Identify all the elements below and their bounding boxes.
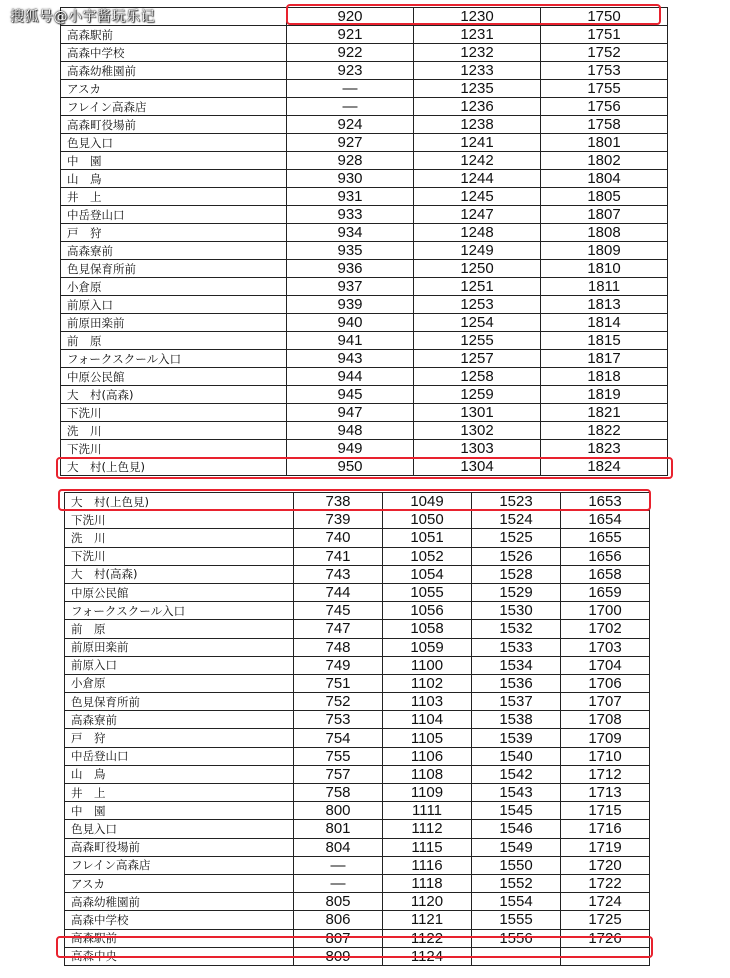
- time-cell: 1255: [414, 332, 541, 350]
- time-cell: 1653: [561, 493, 650, 511]
- time-cell: 1656: [561, 547, 650, 565]
- time-cell: 1235: [414, 80, 541, 98]
- stop-name-cell: 色見入口: [61, 134, 287, 152]
- time-cell: 1116: [383, 856, 472, 874]
- time-cell: —: [472, 947, 561, 965]
- time-cell: 754: [294, 729, 383, 747]
- time-cell: 1724: [561, 893, 650, 911]
- table-row: [65, 893, 650, 911]
- time-cell: 738: [294, 493, 383, 511]
- time-cell: 1715: [561, 802, 650, 820]
- time-cell: 1823: [541, 440, 668, 458]
- time-cell: 1523: [472, 493, 561, 511]
- time-cell: 1232: [414, 44, 541, 62]
- time-cell: 1058: [383, 620, 472, 638]
- table-row: [65, 693, 650, 711]
- table-row: [65, 602, 650, 620]
- time-cell: 1303: [414, 440, 541, 458]
- stop-name-cell: 高森寮前: [61, 242, 287, 260]
- table-row: [65, 711, 650, 729]
- stop-name-cell: 中原公民館: [65, 583, 294, 601]
- time-cell: 1706: [561, 674, 650, 692]
- time-cell: 944: [287, 368, 414, 386]
- stop-name-cell: 高森中央: [65, 947, 294, 965]
- time-cell: 1755: [541, 80, 668, 98]
- stop-name-cell: 中 園: [65, 802, 294, 820]
- time-cell: 1545: [472, 802, 561, 820]
- time-cell: 1805: [541, 188, 668, 206]
- stop-name-cell: 洗 川: [61, 422, 287, 440]
- time-cell: 1244: [414, 170, 541, 188]
- table-row: [65, 929, 650, 947]
- table-row: [61, 458, 668, 476]
- time-cell: 1658: [561, 565, 650, 583]
- time-cell: 1703: [561, 638, 650, 656]
- time-cell: 806: [294, 911, 383, 929]
- table-row: [61, 62, 668, 80]
- time-cell: 949: [287, 440, 414, 458]
- stop-name-cell: 小倉原: [61, 278, 287, 296]
- time-cell: 1301: [414, 404, 541, 422]
- time-cell: 1720: [561, 856, 650, 874]
- timetable-top: [60, 7, 668, 476]
- time-cell: 1726: [561, 929, 650, 947]
- time-cell: 941: [287, 332, 414, 350]
- time-cell: 757: [294, 765, 383, 783]
- time-cell: 1112: [383, 820, 472, 838]
- time-cell: 1813: [541, 296, 668, 314]
- time-cell: 1526: [472, 547, 561, 565]
- time-cell: 945: [287, 386, 414, 404]
- time-cell: 1655: [561, 529, 650, 547]
- stop-name-cell: 色見保育所前: [65, 693, 294, 711]
- time-cell: —: [287, 98, 414, 116]
- time-cell: 1052: [383, 547, 472, 565]
- time-cell: 1259: [414, 386, 541, 404]
- stop-name-cell: 前 原: [61, 332, 287, 350]
- time-cell: 1106: [383, 747, 472, 765]
- stop-name-cell: 高森中学校: [65, 911, 294, 929]
- time-cell: 1304: [414, 458, 541, 476]
- time-cell: 1756: [541, 98, 668, 116]
- table-row: [65, 547, 650, 565]
- time-cell: 1249: [414, 242, 541, 260]
- time-cell: 1525: [472, 529, 561, 547]
- time-cell: 1716: [561, 820, 650, 838]
- time-cell: 1257: [414, 350, 541, 368]
- stop-name-cell: 高森幼稚園前: [61, 62, 287, 80]
- time-cell: 1253: [414, 296, 541, 314]
- time-cell: 752: [294, 693, 383, 711]
- time-cell: 1233: [414, 62, 541, 80]
- table-row: [61, 242, 668, 260]
- stop-name-cell: フォークスクール入口: [61, 350, 287, 368]
- time-cell: 1654: [561, 511, 650, 529]
- stop-name-cell: 戸 狩: [65, 729, 294, 747]
- time-cell: 1122: [383, 929, 472, 947]
- stop-name-cell: 下洗川: [65, 547, 294, 565]
- time-cell: 1055: [383, 583, 472, 601]
- time-cell: 751: [294, 674, 383, 692]
- time-cell: 1810: [541, 260, 668, 278]
- stop-name-cell: 山 鳥: [61, 170, 287, 188]
- time-cell: 928: [287, 152, 414, 170]
- time-cell: 1801: [541, 134, 668, 152]
- time-cell: 1710: [561, 747, 650, 765]
- table-row: [61, 314, 668, 332]
- time-cell: 947: [287, 404, 414, 422]
- time-cell: 1532: [472, 620, 561, 638]
- time-cell: 1100: [383, 656, 472, 674]
- time-cell: 1250: [414, 260, 541, 278]
- time-cell: 1807: [541, 206, 668, 224]
- time-cell: 1539: [472, 729, 561, 747]
- time-cell: 1555: [472, 911, 561, 929]
- time-cell: 1814: [541, 314, 668, 332]
- table-row: [61, 332, 668, 350]
- time-cell: 804: [294, 838, 383, 856]
- time-cell: 1725: [561, 911, 650, 929]
- time-cell: 1109: [383, 784, 472, 802]
- stop-name-cell: 色見保育所前: [61, 260, 287, 278]
- table-row: [65, 765, 650, 783]
- table-row: [65, 674, 650, 692]
- table-row: [61, 170, 668, 188]
- stop-name-cell: 小倉原: [65, 674, 294, 692]
- time-cell: 748: [294, 638, 383, 656]
- time-cell: 749: [294, 656, 383, 674]
- time-cell: 1302: [414, 422, 541, 440]
- timetable-bottom-body: [65, 493, 650, 966]
- time-cell: 747: [294, 620, 383, 638]
- stop-name-cell: 中 園: [61, 152, 287, 170]
- stop-name-cell: 大 村(高森): [65, 565, 294, 583]
- stop-name-cell: 大 村(上色見): [61, 458, 287, 476]
- time-cell: 921: [287, 26, 414, 44]
- time-cell: 1241: [414, 134, 541, 152]
- time-cell: 1554: [472, 893, 561, 911]
- time-cell: 933: [287, 206, 414, 224]
- time-cell: 1242: [414, 152, 541, 170]
- table-row: [65, 565, 650, 583]
- time-cell: 936: [287, 260, 414, 278]
- time-cell: 1111: [383, 802, 472, 820]
- time-cell: 1543: [472, 784, 561, 802]
- table-row: [61, 404, 668, 422]
- time-cell: 1704: [561, 656, 650, 674]
- time-cell: —: [294, 874, 383, 892]
- table-row: [61, 188, 668, 206]
- stop-name-cell: 高森町役場前: [61, 116, 287, 134]
- time-cell: 940: [287, 314, 414, 332]
- stop-name-cell: 戸 狩: [61, 224, 287, 242]
- time-cell: 1230: [414, 8, 541, 26]
- time-cell: 1247: [414, 206, 541, 224]
- table-row: [61, 98, 668, 116]
- stop-name-cell: 前原入口: [65, 656, 294, 674]
- time-cell: 1707: [561, 693, 650, 711]
- time-cell: —: [294, 856, 383, 874]
- table-row: [65, 656, 650, 674]
- time-cell: 937: [287, 278, 414, 296]
- table-row: [61, 206, 668, 224]
- stop-name-cell: 中岳登山口: [65, 747, 294, 765]
- time-cell: 1102: [383, 674, 472, 692]
- table-row: [65, 511, 650, 529]
- time-cell: 1713: [561, 784, 650, 802]
- table-row: [65, 911, 650, 929]
- stop-name-cell: フレイン高森店: [65, 856, 294, 874]
- stop-name-cell: 井 上: [61, 188, 287, 206]
- time-cell: 1702: [561, 620, 650, 638]
- time-cell: 1238: [414, 116, 541, 134]
- time-cell: 1051: [383, 529, 472, 547]
- time-cell: 1248: [414, 224, 541, 242]
- time-cell: 1709: [561, 729, 650, 747]
- time-cell: 1115: [383, 838, 472, 856]
- time-cell: 1124: [383, 947, 472, 965]
- stop-name-cell: 井 上: [65, 784, 294, 802]
- time-cell: 1059: [383, 638, 472, 656]
- time-cell: 1550: [472, 856, 561, 874]
- time-cell: —: [287, 80, 414, 98]
- time-cell: 1817: [541, 350, 668, 368]
- table-row: [65, 747, 650, 765]
- time-cell: 1530: [472, 602, 561, 620]
- time-cell: 1751: [541, 26, 668, 44]
- time-cell: 741: [294, 547, 383, 565]
- stop-name-cell: アスカ: [61, 80, 287, 98]
- time-cell: 744: [294, 583, 383, 601]
- time-cell: 1538: [472, 711, 561, 729]
- time-cell: 939: [287, 296, 414, 314]
- table-row: [61, 116, 668, 134]
- table-row: [61, 134, 668, 152]
- table-row: [65, 583, 650, 601]
- time-cell: 745: [294, 602, 383, 620]
- table-row: [61, 350, 668, 368]
- time-cell: 739: [294, 511, 383, 529]
- table-row: [61, 26, 668, 44]
- time-cell: 934: [287, 224, 414, 242]
- time-cell: 805: [294, 893, 383, 911]
- table-row: [65, 838, 650, 856]
- stop-name-cell: 色見入口: [65, 820, 294, 838]
- time-cell: 1254: [414, 314, 541, 332]
- time-cell: 1231: [414, 26, 541, 44]
- time-cell: 1050: [383, 511, 472, 529]
- time-cell: 1802: [541, 152, 668, 170]
- time-cell: 920: [287, 8, 414, 26]
- stop-name-cell: フォークスクール入口: [65, 602, 294, 620]
- time-cell: 1245: [414, 188, 541, 206]
- time-cell: 1118: [383, 874, 472, 892]
- time-cell: 1251: [414, 278, 541, 296]
- time-cell: —: [561, 947, 650, 965]
- time-cell: 1536: [472, 674, 561, 692]
- stop-name-cell: アスカ: [65, 874, 294, 892]
- table-row: [61, 386, 668, 404]
- time-cell: 1549: [472, 838, 561, 856]
- time-cell: 931: [287, 188, 414, 206]
- time-cell: 935: [287, 242, 414, 260]
- time-cell: 801: [294, 820, 383, 838]
- table-row: [61, 44, 668, 62]
- time-cell: 1056: [383, 602, 472, 620]
- table-row: [65, 784, 650, 802]
- table-row: [61, 278, 668, 296]
- time-cell: 1750: [541, 8, 668, 26]
- timetable-bottom: [64, 492, 650, 966]
- time-cell: 943: [287, 350, 414, 368]
- table-row: [61, 368, 668, 386]
- stop-name-cell: 中原公民館: [61, 368, 287, 386]
- time-cell: 1054: [383, 565, 472, 583]
- table-row: [61, 224, 668, 242]
- table-row: [61, 152, 668, 170]
- time-cell: 1818: [541, 368, 668, 386]
- table-row: [61, 80, 668, 98]
- table-row: [65, 820, 650, 838]
- time-cell: 753: [294, 711, 383, 729]
- time-cell: 950: [287, 458, 414, 476]
- time-cell: 1534: [472, 656, 561, 674]
- time-cell: 1533: [472, 638, 561, 656]
- time-cell: 807: [294, 929, 383, 947]
- stop-name-cell: 洗 川: [65, 529, 294, 547]
- time-cell: 740: [294, 529, 383, 547]
- stop-name-cell: 高森中学校: [61, 44, 287, 62]
- table-row: [65, 802, 650, 820]
- table-row: [65, 947, 650, 965]
- time-cell: 1121: [383, 911, 472, 929]
- time-cell: 1753: [541, 62, 668, 80]
- stop-name-cell: 中岳登山口: [61, 206, 287, 224]
- table-row: [61, 422, 668, 440]
- watermark-text: 搜狐号@小宇酱玩乐记: [10, 9, 155, 25]
- time-cell: 1537: [472, 693, 561, 711]
- time-cell: 755: [294, 747, 383, 765]
- time-cell: 923: [287, 62, 414, 80]
- time-cell: 1552: [472, 874, 561, 892]
- time-cell: 922: [287, 44, 414, 62]
- time-cell: 1556: [472, 929, 561, 947]
- time-cell: 1524: [472, 511, 561, 529]
- stop-name-cell: 高森幼稚園前: [65, 893, 294, 911]
- time-cell: 1804: [541, 170, 668, 188]
- table-row: [65, 493, 650, 511]
- time-cell: 1540: [472, 747, 561, 765]
- time-cell: 924: [287, 116, 414, 134]
- table-row: [65, 529, 650, 547]
- stop-name-cell: 大 村(高森): [61, 386, 287, 404]
- time-cell: 1049: [383, 493, 472, 511]
- timetable-top-body: [61, 8, 668, 476]
- time-cell: 927: [287, 134, 414, 152]
- stop-name-cell: 高森駅前: [61, 26, 287, 44]
- time-cell: 1529: [472, 583, 561, 601]
- stop-name-cell: 前原入口: [61, 296, 287, 314]
- time-cell: 1105: [383, 729, 472, 747]
- time-cell: 1108: [383, 765, 472, 783]
- time-cell: 1722: [561, 874, 650, 892]
- time-cell: 1758: [541, 116, 668, 134]
- table-row: [61, 440, 668, 458]
- time-cell: 809: [294, 947, 383, 965]
- time-cell: 800: [294, 802, 383, 820]
- table-row: [65, 620, 650, 638]
- stop-name-cell: フレイン高森店: [61, 98, 287, 116]
- time-cell: 1546: [472, 820, 561, 838]
- table-row: [65, 874, 650, 892]
- time-cell: 1708: [561, 711, 650, 729]
- time-cell: 1811: [541, 278, 668, 296]
- stop-name-cell: 前 原: [65, 620, 294, 638]
- time-cell: 1822: [541, 422, 668, 440]
- time-cell: 1719: [561, 838, 650, 856]
- time-cell: 1712: [561, 765, 650, 783]
- time-cell: 948: [287, 422, 414, 440]
- time-cell: 930: [287, 170, 414, 188]
- time-cell: 743: [294, 565, 383, 583]
- table-row: [65, 856, 650, 874]
- time-cell: 1824: [541, 458, 668, 476]
- time-cell: 1104: [383, 711, 472, 729]
- time-cell: 1819: [541, 386, 668, 404]
- stop-name-cell: 前原田楽前: [65, 638, 294, 656]
- stop-name-cell: 高森寮前: [65, 711, 294, 729]
- time-cell: 1528: [472, 565, 561, 583]
- time-cell: 1809: [541, 242, 668, 260]
- table-row: [61, 296, 668, 314]
- stop-name-cell: 下洗川: [61, 404, 287, 422]
- time-cell: 1542: [472, 765, 561, 783]
- table-row: [65, 638, 650, 656]
- time-cell: 1821: [541, 404, 668, 422]
- time-cell: 1659: [561, 583, 650, 601]
- time-cell: 758: [294, 784, 383, 802]
- time-cell: 1815: [541, 332, 668, 350]
- stop-name-cell: 山 鳥: [65, 765, 294, 783]
- time-cell: 1236: [414, 98, 541, 116]
- time-cell: 1752: [541, 44, 668, 62]
- time-cell: 1808: [541, 224, 668, 242]
- stop-name-cell: 高森町役場前: [65, 838, 294, 856]
- stop-name-cell: 大 村(上色見): [65, 493, 294, 511]
- time-cell: 1120: [383, 893, 472, 911]
- time-cell: 1103: [383, 693, 472, 711]
- time-cell: 1258: [414, 368, 541, 386]
- stop-name-cell: 下洗川: [61, 440, 287, 458]
- stop-name-cell: 下洗川: [65, 511, 294, 529]
- table-row: [61, 260, 668, 278]
- time-cell: 1700: [561, 602, 650, 620]
- stop-name-cell: 前原田楽前: [61, 314, 287, 332]
- stop-name-cell: 高森駅前: [65, 929, 294, 947]
- table-row: [65, 729, 650, 747]
